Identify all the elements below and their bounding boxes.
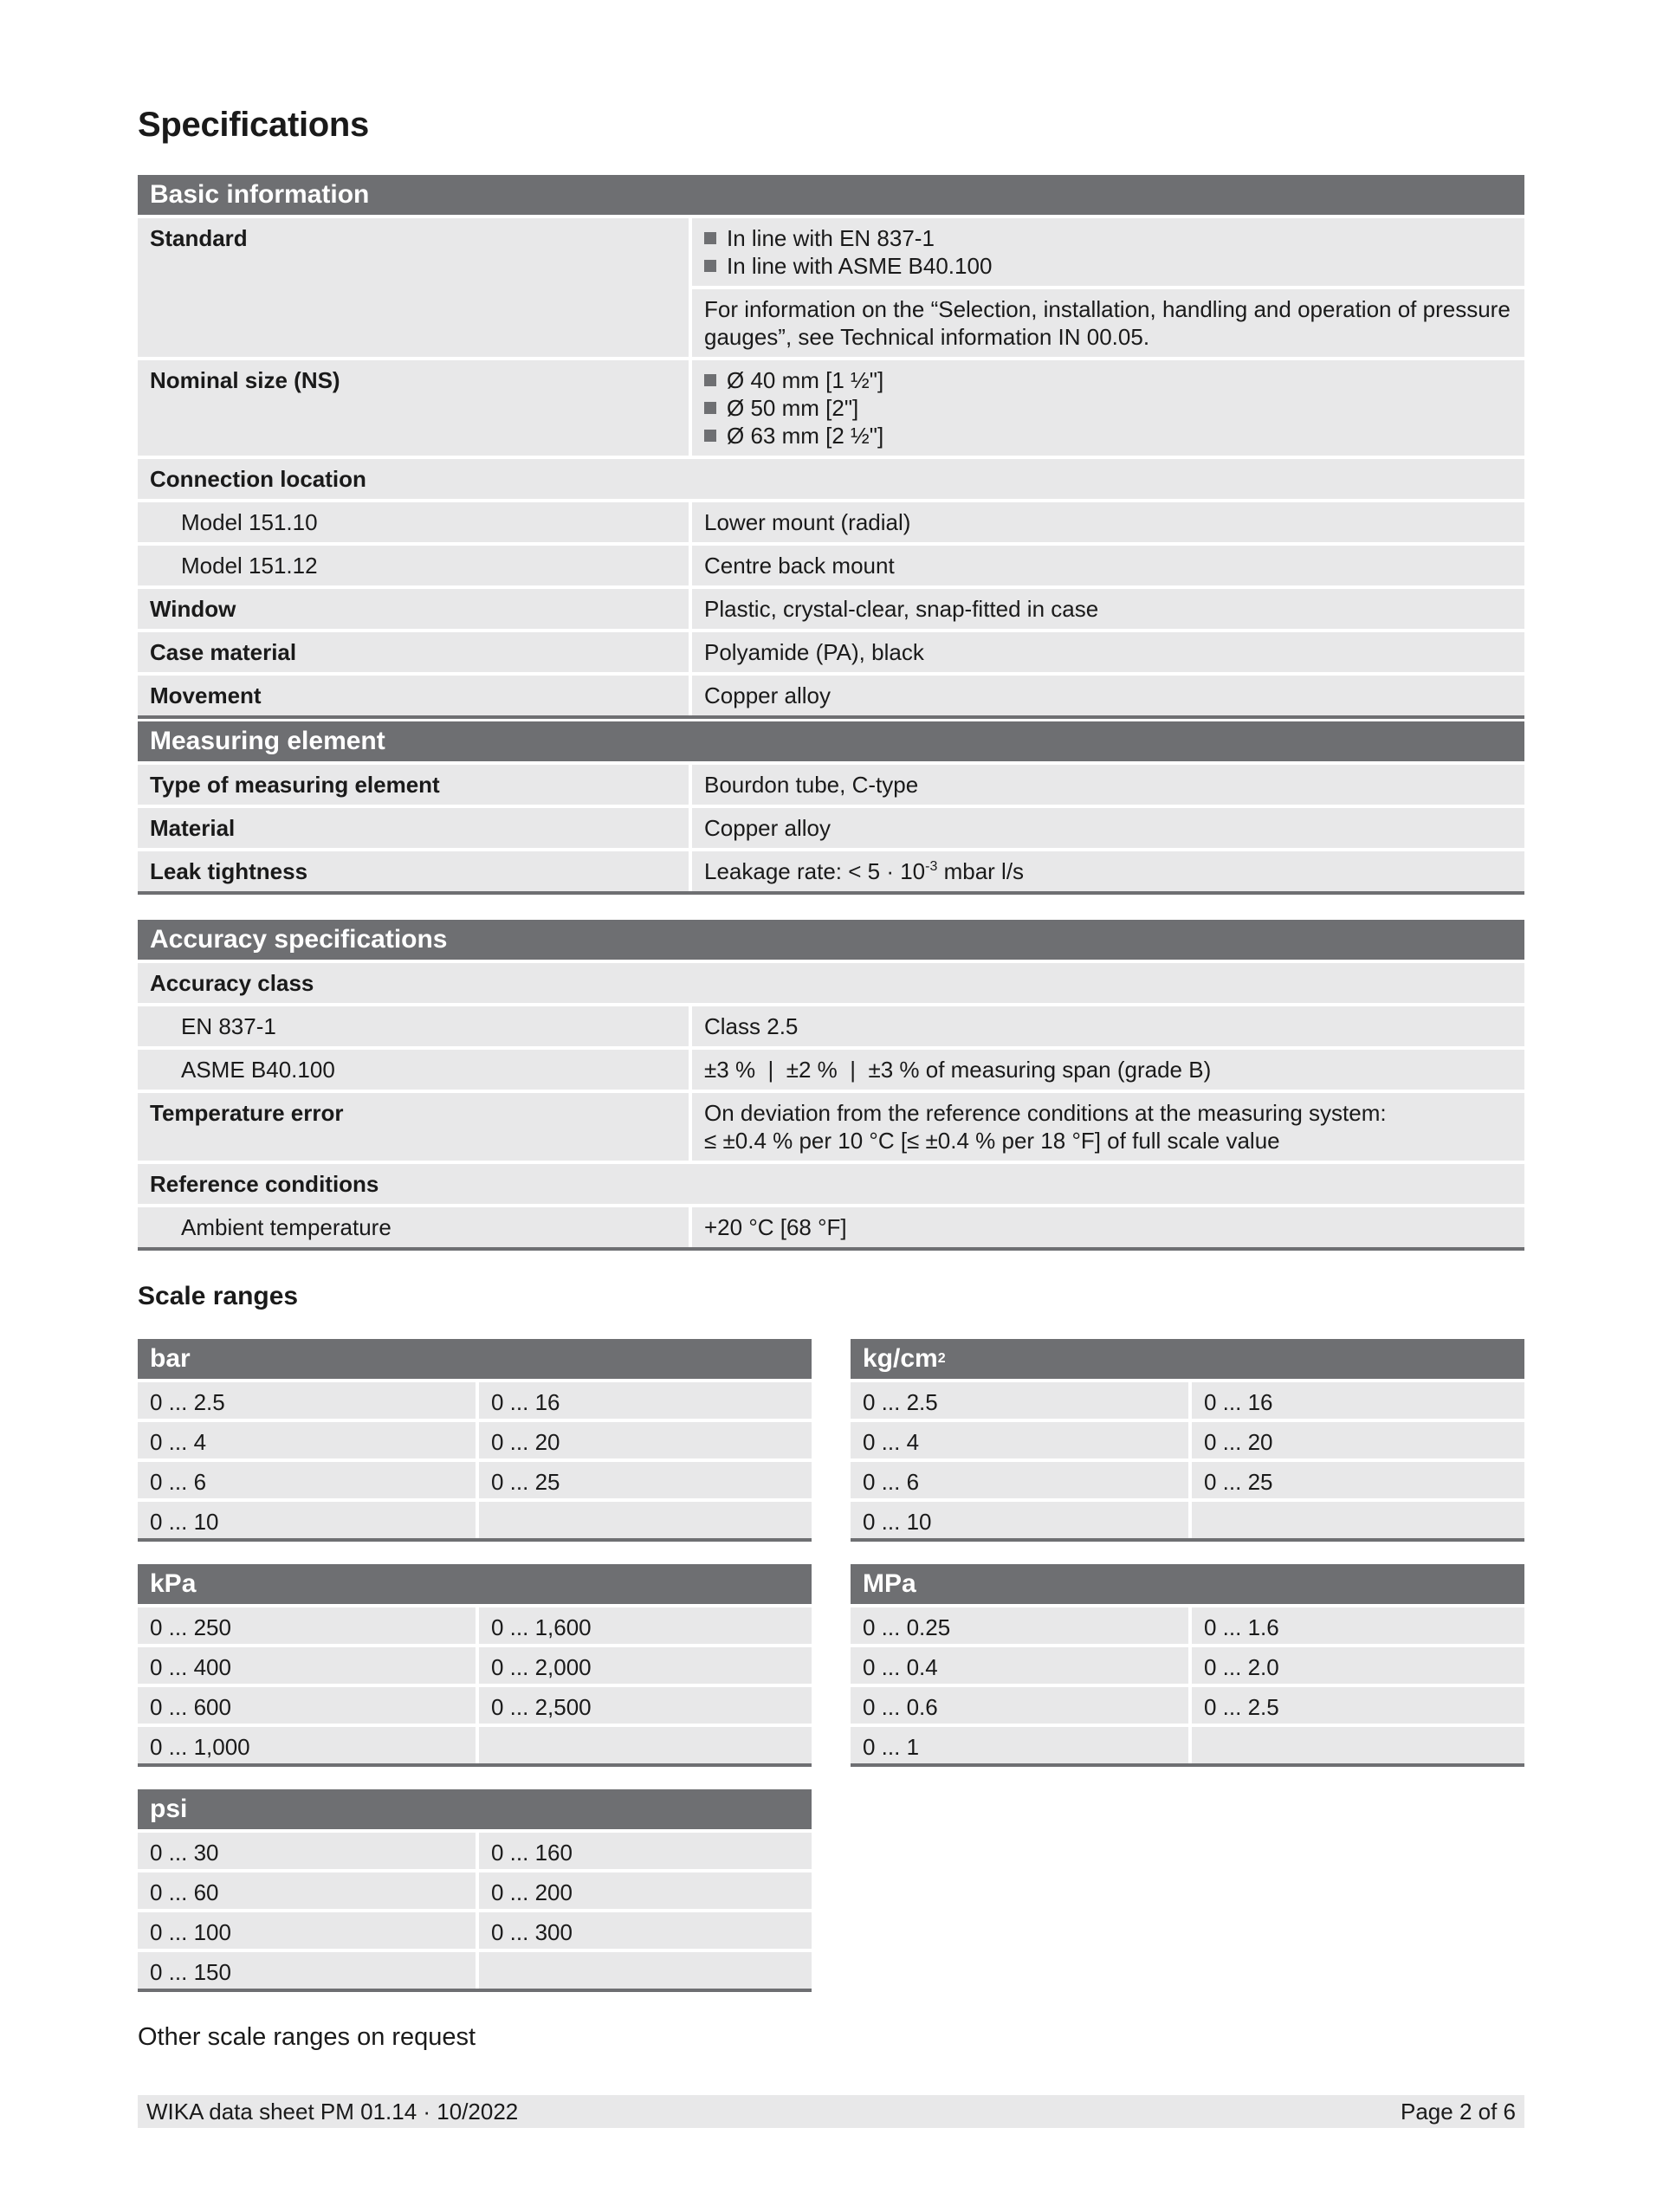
table-row <box>138 761 1524 805</box>
list-item: In line with EN 837-1 <box>704 224 1512 252</box>
scale-table-kpa <box>138 1564 812 1767</box>
bullet-square-icon <box>704 430 716 442</box>
table-header: Measuring element <box>138 721 1524 761</box>
row-value <box>692 357 1524 456</box>
row-label: Material <box>138 805 692 848</box>
row-value: ±3 % | ±2 % | ±3 % of measuring span (grade B) <box>692 1046 1524 1090</box>
table-row: 0 ... 400 0 ... 2,000 <box>138 1644 812 1684</box>
row-value: Bourdon tube, C-type <box>692 761 1524 805</box>
row-value: Copper alloy <box>692 805 1524 848</box>
scale-ranges-note: Other scale ranges on request <box>138 2023 476 2051</box>
list-item: Ø 50 mm [2"] <box>704 394 1512 422</box>
row-label: Model 151.12 <box>138 542 692 585</box>
table-row <box>138 1003 1524 1046</box>
row-value: For information on the “Selection, installation, handling and operation of pressure gauges”, see Technical information IN 00.05. <box>692 286 1524 357</box>
row-label: Model 151.10 <box>138 499 692 542</box>
table-row <box>138 215 1524 286</box>
table-row: 0 ... 60 0 ... 200 <box>138 1869 812 1909</box>
row-label: Accuracy class <box>138 960 1524 1003</box>
row-label: Type of measuring element <box>138 761 692 805</box>
row-label: Nominal size (NS) <box>138 357 692 456</box>
row-label: EN 837-1 <box>138 1003 692 1046</box>
table-row <box>138 286 1524 357</box>
row-value: Plastic, crystal-clear, snap-fitted in case <box>692 585 1524 629</box>
list-item: In line with ASME B40.100 <box>704 252 1512 280</box>
table-row <box>138 805 1524 848</box>
table-row <box>138 542 1524 585</box>
table-row: 0 ... 0.6 0 ... 2.5 <box>851 1684 1524 1724</box>
table-row: 0 ... 10 <box>138 1498 812 1538</box>
scale-table-bar <box>138 1339 812 1542</box>
row-label: Case material <box>138 629 692 672</box>
row-value <box>692 215 1524 286</box>
table-row: 0 ... 1 <box>851 1724 1524 1763</box>
measuring-element-table <box>138 721 1524 895</box>
row-label: Reference conditions <box>138 1161 1524 1204</box>
table-header: psi <box>138 1789 812 1829</box>
table-row: 0 ... 2.5 0 ... 16 <box>851 1379 1524 1419</box>
table-row: 0 ... 6 0 ... 25 <box>851 1458 1524 1498</box>
table-row <box>138 960 1524 1003</box>
basic-information-table <box>138 175 1524 719</box>
table-row <box>138 629 1524 672</box>
bullet-square-icon <box>704 260 716 272</box>
table-row <box>138 1161 1524 1204</box>
row-value: Leakage rate: < $5 \cdot 10^{-3}$ mbar l/s <box>692 848 1524 891</box>
table-row <box>138 672 1524 715</box>
table-row <box>138 456 1524 499</box>
table-row: 0 ... 1,000 <box>138 1724 812 1763</box>
scale-table-mpa <box>851 1564 1524 1767</box>
table-row: 0 ... 600 0 ... 2,500 <box>138 1684 812 1724</box>
table-header: bar <box>138 1339 812 1379</box>
list-item: Ø 63 mm [2 ½"] <box>704 422 1512 450</box>
table-row <box>138 585 1524 629</box>
scale-ranges-title: Scale ranges <box>138 1282 299 1310</box>
bullet-square-icon <box>704 402 716 414</box>
table-row <box>138 1090 1524 1161</box>
table-row: 0 ... 30 0 ... 160 <box>138 1829 812 1869</box>
row-value: Centre back mount <box>692 542 1524 585</box>
table-row <box>138 499 1524 542</box>
table-row: 0 ... 10 <box>851 1498 1524 1538</box>
bullet-square-icon <box>704 374 716 386</box>
row-value: Copper alloy <box>692 672 1524 715</box>
table-row: 0 ... 100 0 ... 300 <box>138 1909 812 1949</box>
table-row: 0 ... 0.4 0 ... 2.0 <box>851 1644 1524 1684</box>
row-value: Lower mount (radial) <box>692 499 1524 542</box>
row-value: Class 2.5 <box>692 1003 1524 1046</box>
row-value: Polyamide (PA), black <box>692 629 1524 672</box>
table-header: MPa <box>851 1564 1524 1604</box>
table-row <box>138 357 1524 456</box>
table-row: 0 ... 4 0 ... 20 <box>851 1419 1524 1458</box>
table-header: Accuracy specifications <box>138 920 1524 960</box>
footer-document-id: WIKA data sheet PM 01.14 · 10/2022 <box>146 2098 519 2125</box>
page-footer <box>138 2095 1524 2128</box>
row-value: +20 °C [68 °F] <box>692 1204 1524 1247</box>
table-row <box>138 1204 1524 1247</box>
row-label: Connection location <box>138 456 1524 499</box>
table-row: 0 ... 4 0 ... 20 <box>138 1419 812 1458</box>
accuracy-specifications-table <box>138 920 1524 1251</box>
scale-table-kgcm2 <box>851 1339 1524 1542</box>
row-label: Temperature error <box>138 1090 692 1161</box>
row-label: Window <box>138 585 692 629</box>
row-label: Leak tightness <box>138 848 692 891</box>
table-header: kPa <box>138 1564 812 1604</box>
table-header: kg/cm 2 <box>851 1339 1524 1379</box>
row-label: ASME B40.100 <box>138 1046 692 1090</box>
footer-page-number: Page 2 of 6 <box>1401 2098 1516 2125</box>
list-item: Ø 40 mm [1 ½"] <box>704 366 1512 394</box>
table-row: 0 ... 150 <box>138 1949 812 1989</box>
row-label: Ambient temperature <box>138 1204 692 1247</box>
page-title: Specifications <box>138 106 369 144</box>
row-label: Movement <box>138 672 692 715</box>
row-label-empty <box>138 286 692 357</box>
table-row <box>138 1046 1524 1090</box>
table-row: 0 ... 2.5 0 ... 16 <box>138 1379 812 1419</box>
row-value: On deviation from the reference conditions at the measuring system: ≤ ±0.4 % per 10 °C [≤ ±0.4 % per 18 °F] of full scale value <box>692 1090 1524 1161</box>
table-row: 0 ... 250 0 ... 1,600 <box>138 1604 812 1644</box>
row-label: Standard <box>138 215 692 286</box>
scale-table-psi <box>138 1789 812 1992</box>
table-header: Basic information <box>138 175 1524 215</box>
table-row: 0 ... 6 0 ... 25 <box>138 1458 812 1498</box>
table-row: 0 ... 0.25 0 ... 1.6 <box>851 1604 1524 1644</box>
bullet-square-icon <box>704 232 716 244</box>
table-row <box>138 848 1524 891</box>
